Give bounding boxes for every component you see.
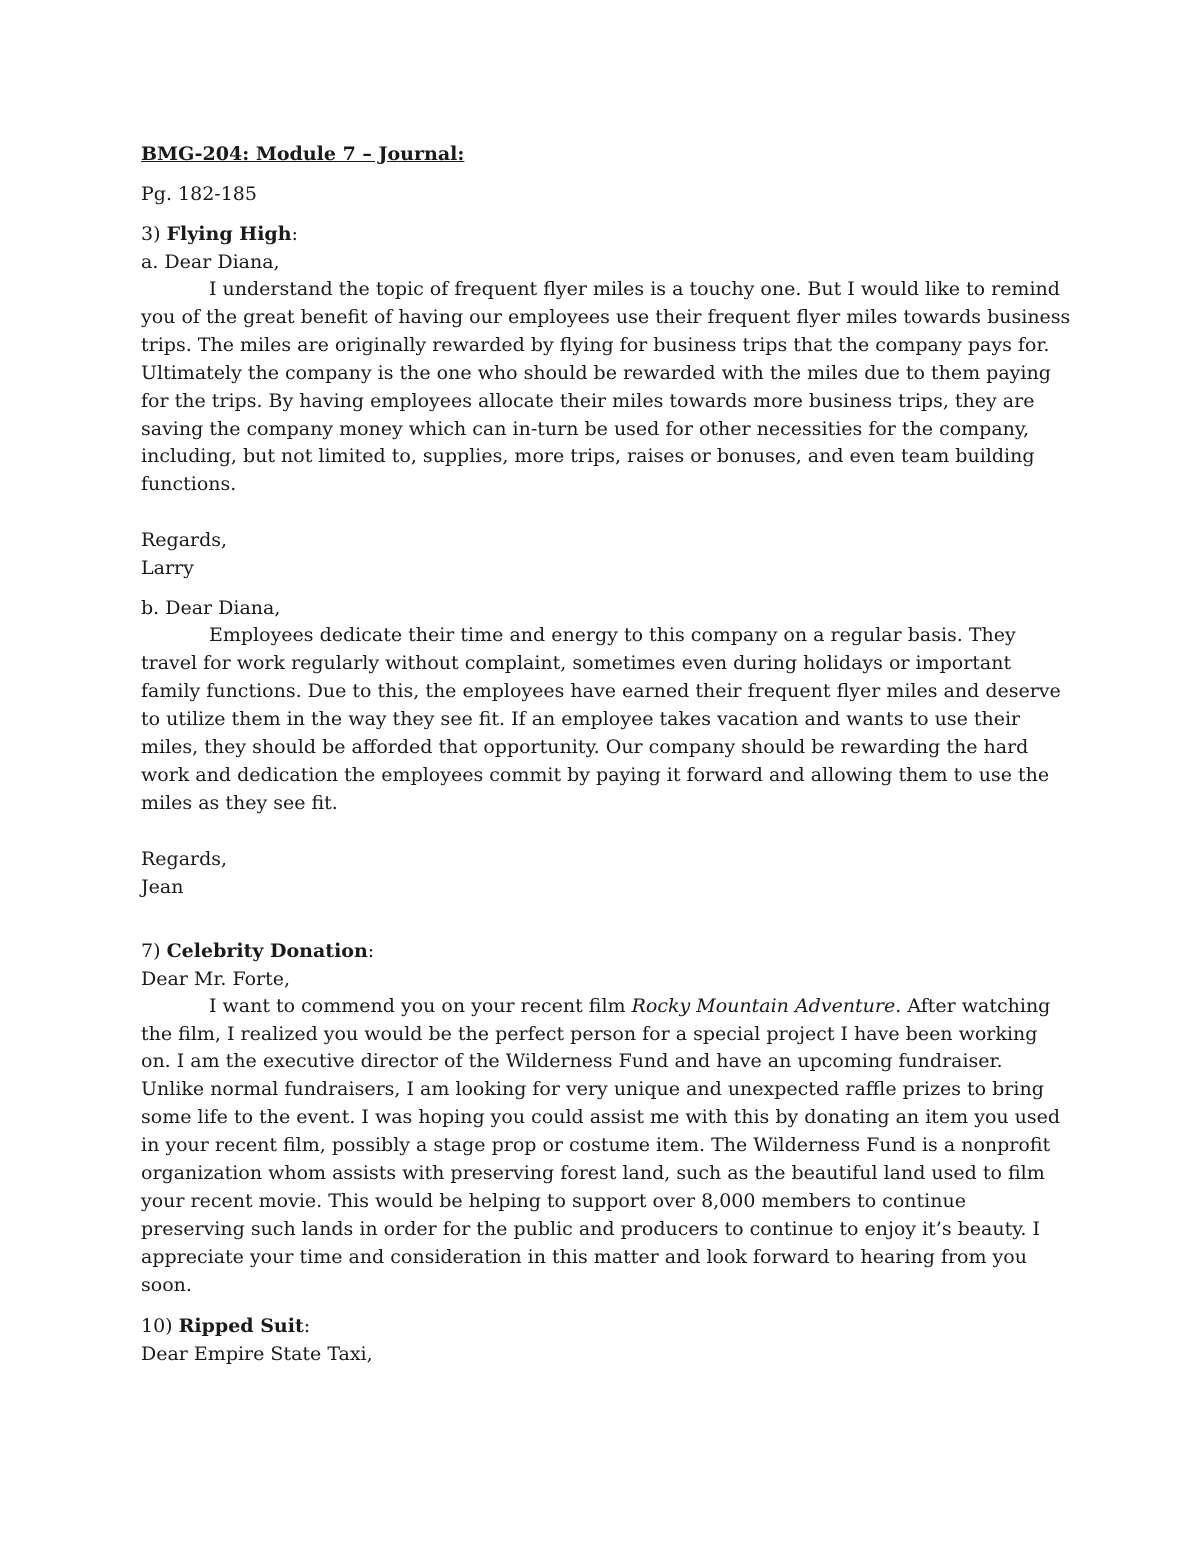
section-heading-flying-high: 3) Flying High: [141,223,298,245]
letter-body-a: I understand the topic of frequent flyer miles is a touchy one. But I would like to remind you of the great benefit of having our employees use their frequent flyer miles towards business trips. The miles are originally rewarded by flying for business trips that the company pays for. Ultimately the company is the one who should be rewarded with the miles due to them paying for the trips. By having employees allocate their miles towards more business trips, they are saving the company money which can in-turn be used for other necessities for the company, including, but not limited to, supplies, more trips, raises or bonuses, and even team building functions. [141,278,1071,496]
section-heading-ripped-suit: 10) Ripped Suit: [141,1314,311,1337]
salutation-b: b. Dear Diana, [141,597,281,620]
salutation-forte: Dear Mr. Forte, [141,967,291,990]
section-heading-celebrity-donation: 7) Celebrity Donation: [141,939,375,962]
section-title: Ripped Suit [178,1314,304,1337]
salutation-a: a. Dear Diana, [141,251,280,273]
document-content [141,140,1071,1368]
salutation-taxi: Dear Empire State Taxi, [141,1342,373,1365]
closing-b: Regards, [141,847,228,870]
section-title: Celebrity Donation [166,939,368,962]
section-number: 10) [141,1314,173,1337]
page-reference: Pg. 182-185 [141,183,257,205]
signature-b: Jean [141,875,184,898]
letter-body-forte: I want to commend you on your recent film Rocky Mountain Adventure. After watching the film, I realized you would be the perfect person for a special project I have been working on. I am the executive director of the Wilderness Fund and have an upcoming fundraiser. Unlike normal fundraisers, I am looking for very unique and unexpected raffle prizes to bring some life to the event. I was hoping you could assist me with this by donating an item you used in your recent film, possibly a stage prop or costume item. The Wilderness Fund is a nonprofit organization whom assists with preserving forest land, such as the beautiful land used to film your recent movie. This would be helping to support over 8,000 members to continue preserving such lands in order for the public and producers to continue to enjoy it’s beauty. I appreciate your time and consideration in this matter and look forward to hearing from you soon. [141,994,1061,1296]
closing-a: Regards, [141,529,228,552]
film-title: Rocky Mountain Adventure. [631,994,902,1017]
section-number: 7) [141,939,161,962]
section-title: Flying High [166,223,292,245]
section-number: 3) [141,223,161,245]
letter-body-b: Employees dedicate their time and energy to this company on a regular basis. They travel for work regularly without complaint, sometimes even during holidays or important family functions. Due to this, the employees have earned their frequent flyer miles and deserve to utilize them in the way they see fit. If an employee takes vacation and wants to use their miles, they should be afforded that opportunity. Our company should be rewarding the hard work and dedication the employees commit by paying it forward and allowing them to use the miles as they see fit. [141,624,1061,814]
document-title: BMG-204: Module 7 – Journal: [141,143,465,165]
signature-a: Larry [141,557,194,580]
